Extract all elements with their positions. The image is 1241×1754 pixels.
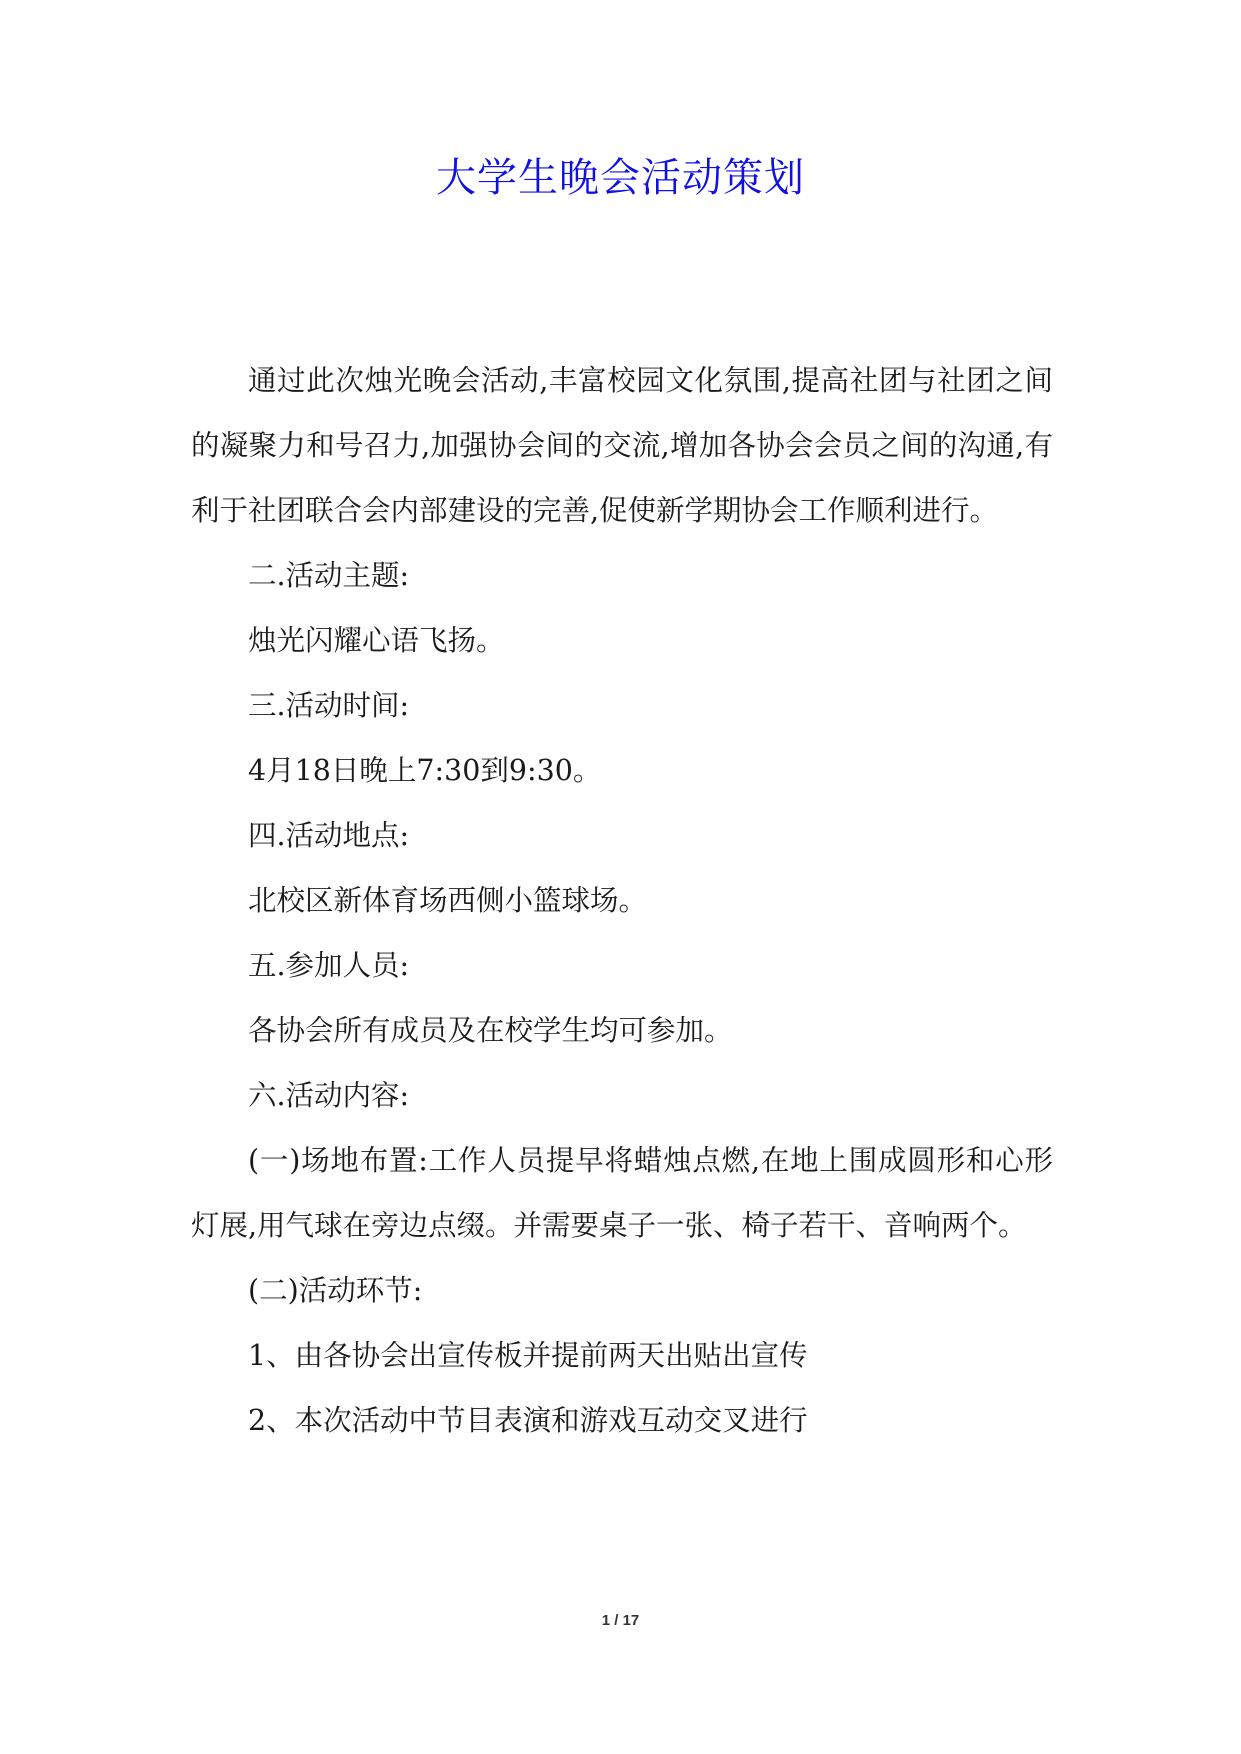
paragraph-location: 北校区新体育场西侧小篮球场。 — [248, 884, 648, 917]
heading-participants: 五.参加人员: — [248, 949, 410, 982]
heading-activity-steps: (二)活动环节: — [248, 1274, 423, 1307]
paragraph-time: 4月18日晚上7:30到9:30。 — [248, 754, 602, 787]
document-title: 大学生晚会活动策划 — [436, 155, 805, 201]
paragraph-venue-setup: (一)场地布置:工作人员提早将蜡烛点燃,在地上围成圆形和心形灯展,用气球在旁边点缀。并需要桌子一张、椅子若干、音响两个。 — [191, 1144, 1053, 1242]
document-body — [191, 348, 1053, 1453]
list-item: 1、由各协会出宣传板并提前两天出贴出宣传 — [248, 1339, 808, 1372]
page-number: 1 / 17 — [601, 1612, 640, 1629]
heading-time: 三.活动时间: — [248, 689, 410, 722]
heading-content: 六.活动内容: — [248, 1079, 410, 1112]
paragraph-intro: 通过此次烛光晚会活动,丰富校园文化氛围,提高社团与社团之间的凝聚力和号召力,加强协会间的交流,增加各协会会员之间的沟通,有利于社团联合会内部建设的完善,促使新学期协会工作顺利进行。 — [191, 364, 1053, 527]
list-item: 2、本次活动中节目表演和游戏互动交叉进行 — [248, 1404, 808, 1437]
paragraph-theme: 烛光闪耀心语飞扬。 — [248, 624, 505, 657]
heading-location: 四.活动地点: — [248, 819, 410, 852]
heading-theme: 二.活动主题: — [248, 559, 410, 592]
paragraph-participants: 各协会所有成员及在校学生均可参加。 — [248, 1014, 733, 1047]
